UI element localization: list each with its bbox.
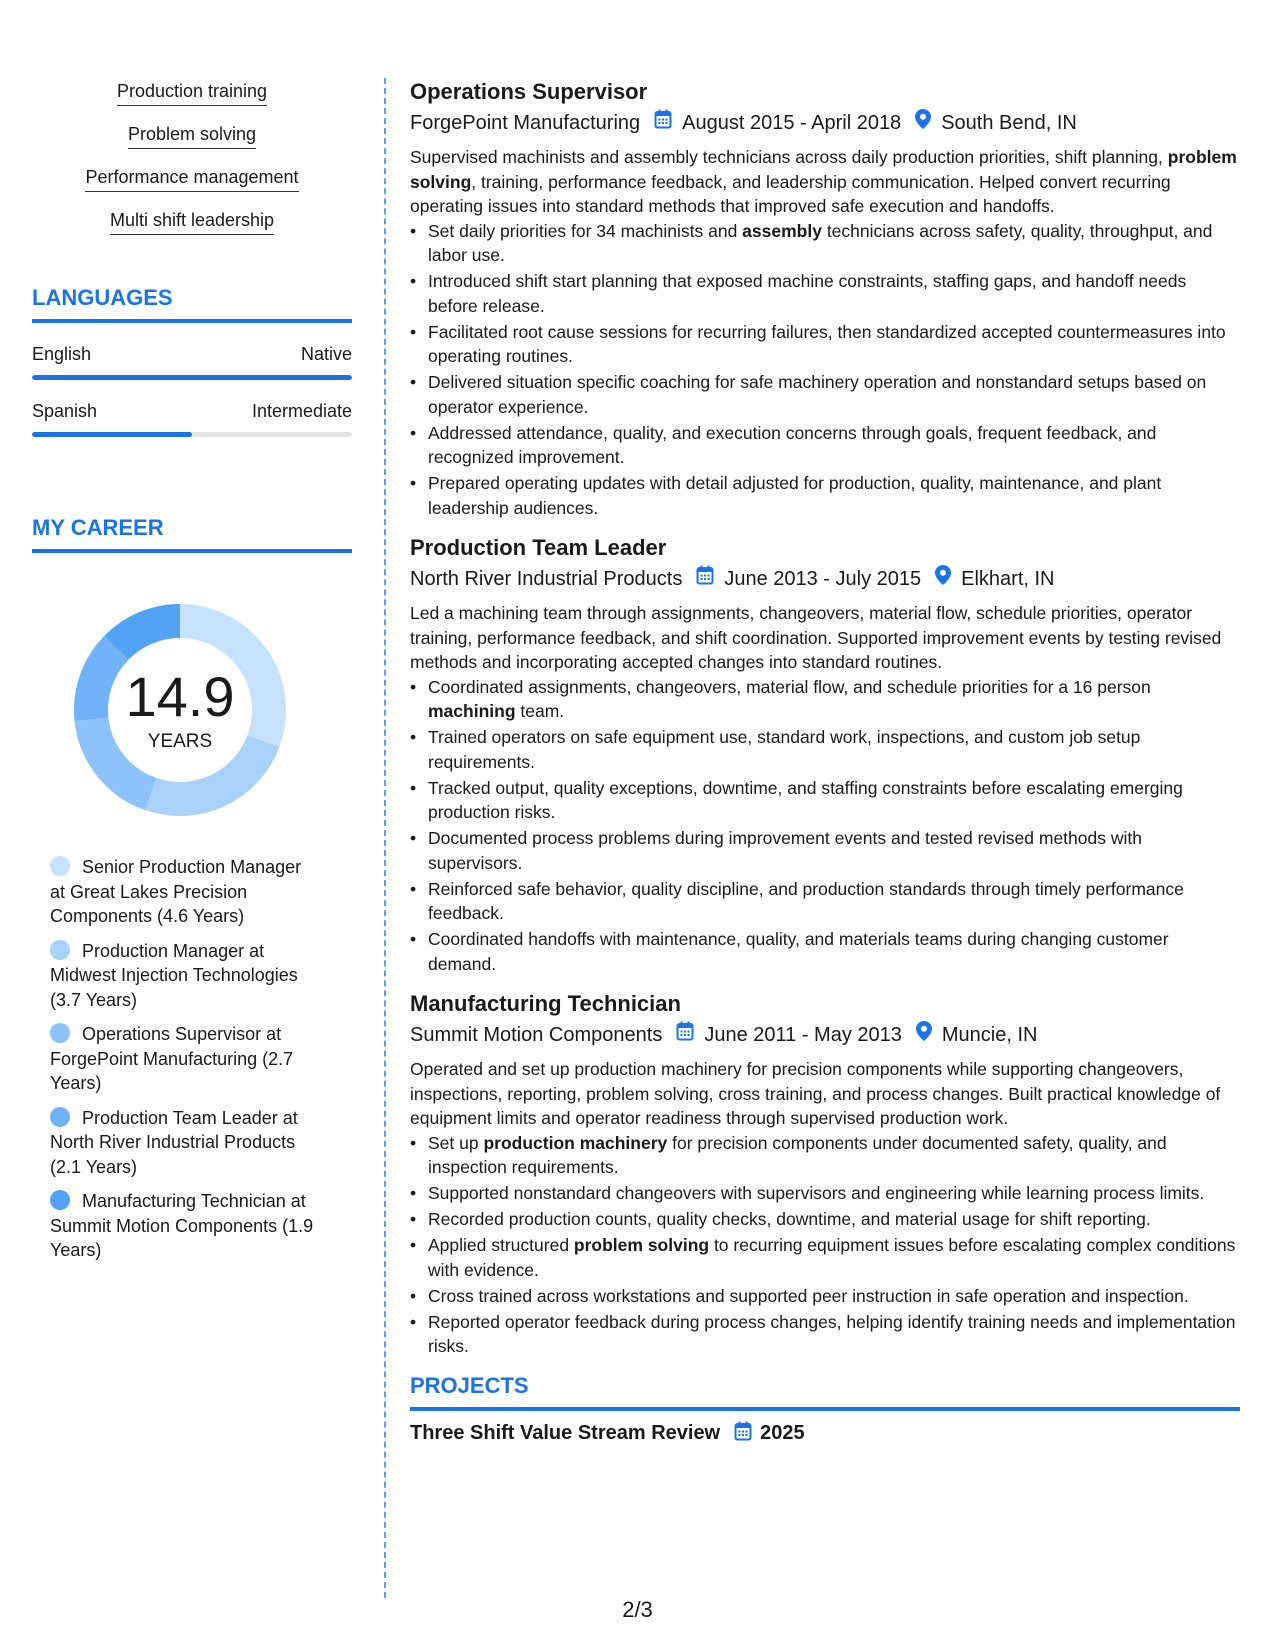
legend-item: Production Manager at Midwest Injection Technologies (3.7 Years) — [50, 940, 298, 1010]
calendar-icon — [654, 109, 672, 137]
job-bullet: • Trained operators on safe equipment use, standard work, inspections, and custom job setup requirements. — [410, 725, 1240, 774]
column-divider — [384, 78, 386, 1598]
page-number: 2/3 — [622, 1597, 653, 1622]
legend-item: Manufacturing Technician at Summit Motion Components (1.9 Years) — [50, 1191, 314, 1260]
job-bullet: • Coordinated handoffs with maintenance, quality, and materials teams during changing customer demand. — [410, 927, 1240, 976]
job-bullet: • Facilitated root cause sessions for recurring failures, then standardized accepted countermeasures into operating routines. — [410, 320, 1240, 369]
job-company: Summit Motion Components — [410, 1024, 663, 1046]
job-bullet: • Recorded production counts, quality checks, downtime, and material usage for shift reporting. — [410, 1207, 1240, 1232]
job-title: Operations Supervisor — [410, 79, 648, 104]
legend-item: Production Team Leader at North River Industrial Products (2.1 Years) — [50, 1107, 298, 1177]
skill-item: Problem solving — [32, 123, 352, 149]
job-meta — [410, 109, 1240, 137]
job-summary: Operated and set up production machinery for precision components while supporting changeovers, inspections, reporting, problem solving, cross training, and process changes. Built practical knowledge of equipment limits and operator readiness through supervised production work. — [410, 1059, 1221, 1128]
language-level: Intermediate — [251, 401, 352, 421]
location-pin-icon — [915, 109, 931, 137]
language-level-bar — [32, 375, 352, 380]
calendar-icon — [676, 1021, 694, 1049]
calendar-icon — [696, 565, 714, 593]
job-company: ForgePoint Manufacturing — [410, 112, 641, 134]
skill-item: Multi shift leadership — [32, 209, 352, 235]
career-donut-chart — [65, 595, 295, 825]
job-location: Muncie, IN — [941, 1024, 1038, 1046]
legend-item: Senior Production Manager at Great Lakes Precision Components (4.6 Years) — [50, 857, 302, 926]
job-company: North River Industrial Products — [410, 568, 683, 590]
job-summary: Led a machining team through assignments, changeovers, material flow, schedule priorities, operator training, performance feedback, and shift coordination. Supported improvement events by testing revised methods and incorporating accepted changes into standard routines. — [410, 603, 1222, 672]
legend-dot — [50, 856, 70, 876]
languages-heading: LANGUAGES — [32, 285, 352, 323]
job-bullet: • Applied structured problem solving to recurring equipment issues before escalating complex conditions with evidence. — [410, 1233, 1240, 1282]
job-bullet: • Addressed attendance, quality, and execution concerns through goals, frequent feedback, and recognized improvement. — [410, 421, 1240, 470]
language-name: Spanish — [32, 401, 98, 421]
job-bullet: • Supported nonstandard changeovers with supervisors and engineering while learning process limits. — [410, 1181, 1240, 1206]
donut-slice — [116, 621, 180, 648]
legend-dot — [50, 1023, 70, 1043]
sidebar — [32, 80, 352, 1273]
project-item — [410, 1421, 1240, 1447]
projects-heading: PROJECTS — [410, 1373, 1240, 1411]
legend-dot — [50, 940, 70, 960]
language-spanish — [32, 400, 352, 437]
career-legend — [50, 855, 320, 1263]
project-name: Three Shift Value Stream Review — [410, 1422, 721, 1444]
job-bullet: • Set daily priorities for 34 machinists and assembly technicians across safety, quality, throughput, and labor use. — [410, 219, 1240, 268]
location-pin-icon — [916, 1021, 932, 1049]
language-english — [32, 343, 352, 380]
job-entry — [410, 990, 1240, 1359]
skill-item: Performance management — [32, 166, 352, 192]
job-entry — [410, 534, 1240, 976]
language-level: Native — [300, 344, 352, 364]
career-heading: MY CAREER — [32, 515, 352, 553]
job-bullets — [410, 219, 1240, 521]
job-location: Elkhart, IN — [961, 568, 1055, 590]
job-bullet: • Reinforced safe behavior, quality discipline, and production standards through timely performance feedback. — [410, 877, 1240, 926]
job-summary: Supervised machinists and assembly technicians across daily production priorities, shift planning, problem solving, training, performance feedback, and leadership communication. Helped convert recurring operating issues into standard methods that improved safe execution and handoffs. — [410, 147, 1237, 216]
legend-dot — [50, 1190, 70, 1210]
skill-item: Production training — [32, 80, 352, 106]
job-bullet: • Introduced shift start planning that exposed machine constraints, staffing gaps, and handoff needs before release. — [410, 269, 1240, 318]
job-bullet: • Tracked output, quality exceptions, downtime, and staffing constraints before escalating emerging production risks. — [410, 776, 1240, 825]
job-entry — [410, 78, 1240, 520]
job-bullet: • Reported operator feedback during process changes, helping identify training needs and implementation risks. — [410, 1310, 1240, 1359]
experience-list — [410, 78, 1240, 1359]
job-dates: June 2011 - May 2013 — [704, 1024, 902, 1046]
job-location: South Bend, IN — [941, 112, 1077, 134]
job-bullet: • Documented process problems during improvement events and tested revised methods with supervisors. — [410, 826, 1240, 875]
main-content — [410, 78, 1240, 1447]
job-title: Production Team Leader — [410, 535, 667, 560]
job-bullets — [410, 1131, 1240, 1359]
job-bullets — [410, 675, 1240, 977]
job-title: Manufacturing Technician — [410, 991, 681, 1016]
project-year: 2025 — [760, 1422, 805, 1444]
job-bullet: • Set up production machinery for precision components under documented safety, quality, and inspection requirements. — [410, 1131, 1240, 1180]
job-bullet: • Prepared operating updates with detail adjusted for production, quality, maintenance, and plant leadership audiences. — [410, 471, 1240, 520]
legend-dot — [50, 1107, 70, 1127]
job-dates: August 2015 - April 2018 — [682, 112, 902, 134]
job-bullet: • Delivered situation specific coaching for safe machinery operation and nonstandard setups based on operator experience. — [410, 370, 1240, 419]
language-name: English — [32, 344, 92, 364]
job-meta — [410, 1021, 1240, 1049]
career-total-unit: YEARS — [147, 731, 213, 752]
career-total-years: 14.9 — [125, 665, 235, 728]
calendar-icon — [734, 1421, 752, 1447]
language-level-bar — [32, 432, 352, 437]
job-dates: June 2013 - July 2015 — [724, 568, 922, 590]
location-pin-icon — [935, 565, 951, 593]
skills-list — [32, 80, 352, 235]
job-bullet: • Cross trained across workstations and supported peer instruction in safe operation and inspection. — [410, 1284, 1240, 1309]
job-meta — [410, 565, 1240, 593]
legend-item: Operations Supervisor at ForgePoint Manufacturing (2.7 Years) — [50, 1024, 294, 1093]
job-bullet: • Coordinated assignments, changeovers, material flow, and schedule priorities for a 16 person machining team. — [410, 675, 1240, 724]
